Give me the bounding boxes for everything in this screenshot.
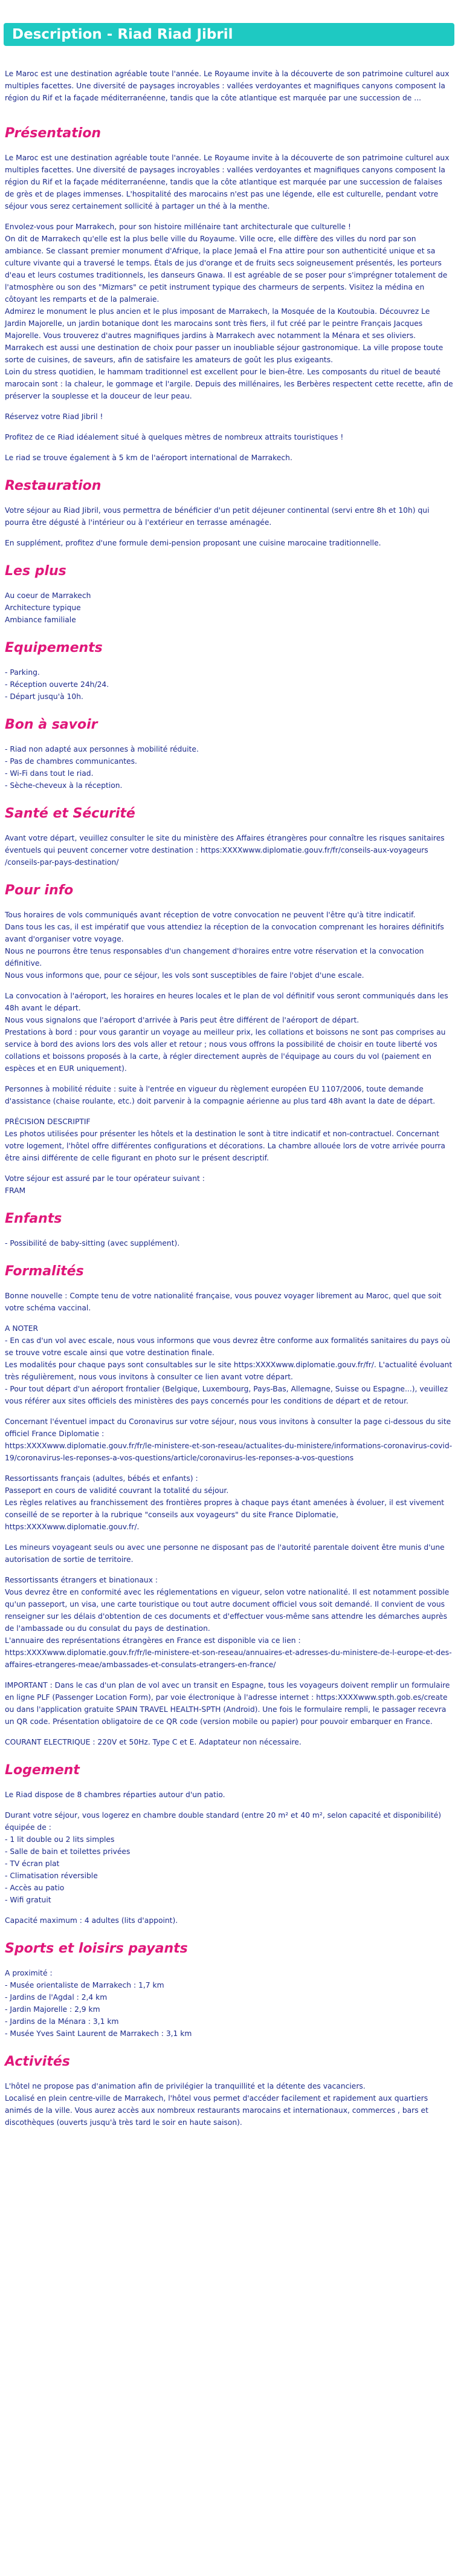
section-paragraph: IMPORTANT : Dans le cas d'un plan de vol avec un transit en Espagne, tous les voyageurs doivent remplir un formulaire en ligne PLF (Passenger Location Form), par voie électronique à l'adresse internet : https:XXXXwww.spth.gob.es/create ou dans l'application gratuite SPAIN TRAVEL HEALTH-SPTH (Android). Une fois le formulaire rempli, le passager recevra un QR code. Présentation obligatoire de ce QR code (version mobile ou papier) pour pouvoir embarquer en France. bbox=[5, 1681, 450, 1726]
section-logement bbox=[5, 1763, 453, 1927]
section-formalites bbox=[5, 1264, 453, 1748]
section-equipements bbox=[5, 640, 453, 703]
section-heading: Logement bbox=[5, 1763, 80, 1778]
section-heading: Restauration bbox=[5, 478, 102, 493]
section-heading: Bon à savoir bbox=[5, 717, 98, 732]
section-heading: Enfants bbox=[5, 1211, 62, 1226]
title-banner bbox=[4, 23, 454, 46]
section-heading: Pour info bbox=[5, 883, 74, 898]
section-paragraph: Le Riad dispose de 8 chambres réparties autour d'un patio. bbox=[5, 1791, 225, 1799]
section-les-plus bbox=[5, 564, 453, 626]
section-paragraph: En supplément, profitez d'une formule demi-pension proposant une cuisine marocaine traditionnelle. bbox=[5, 539, 381, 547]
section-restauration bbox=[5, 478, 453, 549]
description-content bbox=[0, 68, 458, 2129]
section-paragraph: Le Maroc est une destination agréable toute l'année. Le Royaume invite à la découverte de son patrimoine culturel aux multiples facettes. Une diversité de paysages incroyables : vallées verdoyantes et magnifiques canyons composent la région du Rif et la façade méditerranéenne, tandis que la côte atlantique est marquée par une succession de falaises de grès et de plages immenses. L'hospitalité des marocains n'est pas une légende, elle est culturelle, pendant votre séjour vous serez certainement sollicité à partager un thé à la menthe. bbox=[5, 154, 450, 210]
section-paragraph: Votre séjour au Riad Jibril, vous permettra de bénéficier d'un petit déjeuner continental (servi entre 8h et 10h) qui pourra être dégusté à l'intérieur ou à l'extérieur en terrasse aménagée. bbox=[5, 506, 430, 527]
section-paragraph: La convocation à l'aéroport, les horaires en heures locales et le plan de vol définitif vous seront communiqués dans les 48h avant le départ. Nous vous signalons que l'aéroport d'arrivée à Paris peut être différent de l'aéroport de départ. Prestations à bord : pour vous garantir un voyage au meilleur prix, les collations et boissons ne sont pas comprises au service à bord des avions lors des vols aller et retour ; nous vous offrons la possibilité de choisir en toute liberté vos collations et boissons proposés à la carte, à régler directement auprès de l'équipage au cours du vol (paiement en espèces et en EUR uniquement). bbox=[5, 992, 448, 1073]
section-paragraph: - Parking. - Réception ouverte 24h/24. - Départ jusqu'à 10h. bbox=[5, 668, 109, 701]
section-heading: Santé et Sécurité bbox=[5, 806, 135, 821]
section-heading: Sports et loisirs payants bbox=[5, 1941, 188, 1956]
section-paragraph: Personnes à mobilité réduite : suite à l'entrée en vigueur du règlement européen EU 1107/2006, toute demande d'assistance (chaise roulante, etc.) doit parvenir à la compagnie aérienne au plus tard 48h avant la date de départ. bbox=[5, 1085, 436, 1105]
section-sports-loisirs bbox=[5, 1941, 453, 2040]
section-paragraph: Les mineurs voyageant seuls ou avec une personne ne disposant pas de l'autorité parentale doivent être munis d'une autorisation de sortie de territoire. bbox=[5, 1543, 445, 1564]
section-paragraph: PRÉCISION DESCRIPTIF Les photos utilisées pour présenter les hôtels et la destination le sont à titre indicatif et non-contractuel. Concernant votre logement, l'hôtel offre différentes configurations et décorations. La chambre allouée lors de votre arrivée pourra être ainsi différente de celle figurant en photo sur le présent descriptif. bbox=[5, 1117, 445, 1162]
section-heading: Equipements bbox=[5, 640, 103, 655]
section-enfants bbox=[5, 1211, 453, 1249]
sections-container bbox=[5, 126, 453, 2129]
section-paragraph: Concernant l'éventuel impact du Coronavirus sur votre séjour, nous vous invitons à consulter la page ci-dessous du site officiel France Diplomatie : https:XXXXwww.diplomatie.gouv.fr/fr/le-ministere-et-son-reseau/actualites-du-ministere/informations-coronavirus-covid-19/coronavirus-les-reponses-a-vos-questions/article/coronavirus-les-reponses-a-vos-questions bbox=[5, 1417, 453, 1462]
section-paragraph: Réservez votre Riad Jibril ! bbox=[5, 412, 103, 421]
section-paragraph: Durant votre séjour, vous logerez en chambre double standard (entre 20 m² et 40 m², selon capacité et disponibilité) équipée de : - 1 lit double ou 2 lits simples - Salle de bain et toilettes privées - TV écran plat - Climatisation réversible - Accès au patio - Wifi gratuit bbox=[5, 1811, 442, 1904]
section-paragraph: Envolez-vous pour Marrakech, pour son histoire millénaire tant architecturale que culturelle ! On dit de Marrakech qu'elle est la plus belle ville du Royaume. Ville ocre, elle diffère des villes du nord par son ambiance. Se classant premier monument d'Afrique, la place Jemaâ el Fna attire pour son authenticité unique et sa culture vivante qui a traversé le temps. Étals de jus d'orange et de fruits secs soigneusement présentés, les porteurs d'eau et leurs costumes traditionnels, les danseurs Gnawa. Il est agréable de se poser pour s'imprégner totalement de l'atmosphère ou son des "Mizmars" ce petit instrument typique des charmeurs de serpents. Visitez la médina en côtoyant les remparts et de la palmeraie. Admirez le monument le plus ancien et le plus imposant de Marrakech, la Mosquée de la Koutoubia. Découvrez Le Jardin Majorelle, un jardin botanique dont les marocains sont très fiers, il fut créé par le peintre Français Jacques Majorelle. Vous trouverez d'autres magnifiques jardins à Marrakech avec notamment la Ménara et ses oliviers. Marrakech est aussi une destination de choix pour passer un inoubliable séjour gastronomique. La ville propose toute sorte de cuisines, de saveurs, afin de satisfaire les amateurs de goût les plus exigeants. Loin du stress quotidien, le hammam traditionnel est excellent pour le bien-être. Les composants du rituel de beauté marocain sont : la chaleur, le gommage et l'argile. Depuis des millénaires, les Berbères respectent cette recette, afin de préserver la souplesse et la douceur de leur peau. bbox=[5, 223, 453, 400]
section-paragraph: - Riad non adapté aux personnes à mobilité réduite. - Pas de chambres communicantes. - Wi-Fi dans tout le riad. - Sèche-cheveux à la réception. bbox=[5, 745, 199, 790]
page bbox=[0, 23, 458, 2129]
section-paragraph: Ressortissants français (adultes, bébés et enfants) : Passeport en cours de validité couvrant la totalité du séjour. Les règles relatives au franchissement des frontières propres à chaque pays étant amenées à évoluer, il est vivement conseillé de se reporter à la rubrique "conseils aux voyageurs" du site France Diplomatie, https:XXXXwww.diplomatie.gouv.fr/. bbox=[5, 1474, 445, 1531]
section-paragraph: Capacité maximum : 4 adultes (lits d'appoint). bbox=[5, 1916, 178, 1925]
section-paragraph: Avant votre départ, veuillez consulter le site du ministère des Affaires étrangères pour connaître les risques sanitaires éventuels qui peuvent concerner votre destination : https:XXXXwww.diplomatie.gouv.fr/fr/conseils-aux-voyageurs /conseils-par-pays-destination/ bbox=[5, 834, 445, 867]
section-sante-securite bbox=[5, 806, 453, 868]
section-activites bbox=[5, 2054, 453, 2129]
section-pour-info bbox=[5, 883, 453, 1197]
section-paragraph: Ressortissants étrangers et binationaux : Vous devrez être en conformité avec les réglementations en vigueur, selon votre nationalité. Il est notamment possible qu'un passeport, un visa, une carte touristique ou tout autre document officiel vous soit demandé. Il convient de vous renseigner sur les délais d'obtention de ces documents et d'effectuer vous-même sans attendre les démarches auprès de l'ambassade ou du consulat du pays de destination. L'annuaire des représentations étrangères en France est disponible via ce lien : https:XXXXwww.diplomatie.gouv.fr/fr/le-ministere-et-son-reseau/annuaires-et-adresses-du-ministere-de-l-europe-et-des-affaires-etrangeres-meae/ambassades-et-consulats-etrangers-en-france/ bbox=[5, 1576, 452, 1669]
section-paragraph: A proximité : - Musée orientaliste de Marrakech : 1,7 km - Jardins de l'Agdal : 2,4 km - Jardin Majorelle : 2,9 km - Jardins de la Ménara : 3,1 km - Musée Yves Saint Laurent de Marrakech : 3,1 km bbox=[5, 1969, 192, 2038]
section-heading: Formalités bbox=[5, 1264, 84, 1279]
section-paragraph: - Possibilité de baby-sitting (avec supplément). bbox=[5, 1239, 180, 1247]
page-title: Description - Riad Riad Jibril bbox=[12, 27, 233, 42]
section-paragraph: Profitez de ce Riad idéalement situé à quelques mètres de nombreux attraits touristiques ! bbox=[5, 433, 344, 441]
section-paragraph: Tous horaires de vols communiqués avant réception de votre convocation ne peuvent l'être qu'à titre indicatif. Dans tous les cas, il est impératif que vous attendiez la réception de la convocation comprenant les horaires définitifs avant d'organiser votre voyage. Nous ne pourrons être tenus responsables d'un changement d'horaires entre votre réservation et la convocation définitive. Nous vous informons que, pour ce séjour, les vols sont susceptibles de faire l'objet d'une escale. bbox=[5, 911, 444, 980]
section-heading: Les plus bbox=[5, 564, 66, 579]
section-presentation bbox=[5, 126, 453, 464]
intro-paragraph: Le Maroc est une destination agréable toute l'année. Le Royaume invite à la découverte de son patrimoine culturel aux multiples facettes. Une diversité de paysages incroyables : vallées verdoyantes et magnifiques canyons composent la région du Rif et la façade méditerranéenne, tandis que la côte atlantique est marquée par une succession de ... bbox=[5, 70, 450, 102]
section-paragraph: COURANT ELECTRIQUE : 220V et 50Hz. Type C et E. Adaptateur non nécessaire. bbox=[5, 1738, 302, 1746]
section-paragraph: Bonne nouvelle : Compte tenu de votre nationalité française, vous pouvez voyager librement au Maroc, quel que soit votre schéma vaccinal. bbox=[5, 1292, 442, 1312]
section-paragraph: Votre séjour est assuré par le tour opérateur suivant : FRAM bbox=[5, 1174, 205, 1195]
section-heading: Présentation bbox=[5, 126, 102, 141]
section-bon-a-savoir bbox=[5, 717, 453, 792]
section-paragraph: Le riad se trouve également à 5 km de l'aéroport international de Marrakech. bbox=[5, 454, 292, 462]
section-paragraph: Au coeur de Marrakech Architecture typique Ambiance familiale bbox=[5, 591, 91, 624]
section-paragraph: L'hôtel ne propose pas d'animation afin de privilégier la tranquillité et la détente des vacanciers. Localisé en plein centre-ville de Marrakech, l'hôtel vous permet d'accéder facilement et rapidement aux quartiers animés de la ville. Vous aurez accès aux nombreux restaurants marocains et internationaux, commerces , bars et discothèques (ouverts jusqu'à très tard le soir en haute saison). bbox=[5, 2082, 428, 2127]
section-paragraph: A NOTER - En cas d'un vol avec escale, nous vous informons que vous devrez être conforme aux formalités sanitaires du pays où se trouve votre escale ainsi que votre destination finale. Les modalités pour chaque pays sont consultables sur le site https:XXXXwww.diplomatie.gouv.fr/fr/. L'actualité évoluant très régulièrement, nous vous invitons à consulter ce lien avant votre départ. - Pour tout départ d'un aéroport frontalier (Belgique, Luxembourg, Pays-Bas, Allemagne, Suisse ou Espagne...), veuillez vous référer aux sites officiels des ministères des pays concernés pour les conditions de départ et de retour. bbox=[5, 1324, 453, 1405]
section-heading: Activités bbox=[5, 2054, 70, 2069]
